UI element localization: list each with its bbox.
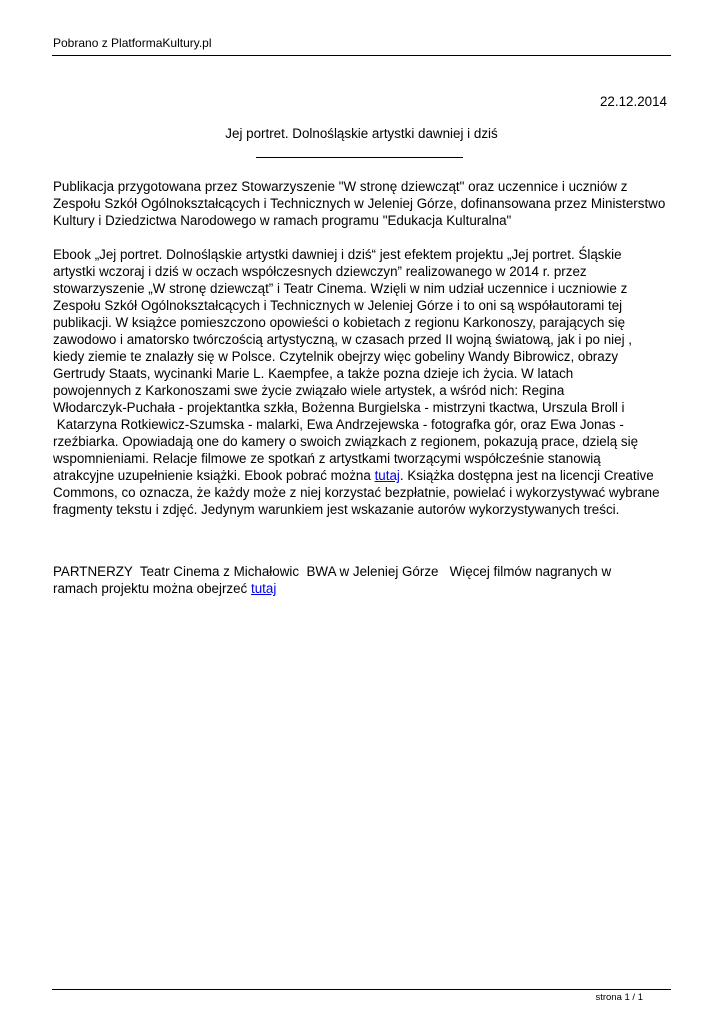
text-segment: atrakcyjne uzupełnienie książki. Ebook pobrać można	[53, 468, 375, 483]
page-number: strona 1 / 1	[595, 992, 643, 1003]
paragraph-ebook	[53, 246, 678, 518]
publication-date: 22.12.2014	[599, 94, 667, 109]
footer-divider	[52, 989, 671, 990]
text-line: publikacji. W książce pomieszczono opowieści o kobietach z regionu Karkonoszy, parających się	[53, 315, 626, 330]
text-line: Zespołu Szkół Ogólnokształcących i Technicznych w Jeleniej Górze, dofinansowana przez Ministerstwo	[53, 196, 666, 211]
text-line: Publikacja przygotowana przez Stowarzyszenie "W stronę dziewcząt" oraz uczennice i uczniów z	[53, 179, 628, 194]
text-line: artystki wczoraj i dziś w oczach współczesnych dziewczyn” realizowanego w 2014 r. przez	[53, 264, 587, 279]
text-segment: . Książka dostępna jest na licencji Creative	[399, 468, 654, 483]
text-line: Katarzyna Rotkiewicz-Szumska - malarki, Ewa Andrzejewska - fotografka gór, oraz Ewa Jonas -	[53, 417, 624, 432]
text-line: rzeźbiarka. Opowiadają one do kamery o swoich związkach z regionem, pokazują prace, dzielą się	[53, 434, 639, 449]
text-line: kiedy ziemie te znalazły się w Polsce. Czytelnik obejrzy więc gobeliny Wandy Bibrowicz, obrazy	[53, 349, 619, 364]
text-line: wspomnieniami. Relacje filmowe ze spotkań z artystkami tworzącymi współcześnie stanowią	[53, 451, 601, 466]
title-divider	[256, 157, 463, 158]
text-line: Zespołu Szkół Ogólnokształcących i Technicznych w Jeleniej Górze i to oni są współautorami tej	[53, 298, 623, 313]
header-divider	[52, 55, 671, 56]
header-source: Pobrano z PlatformaKultury.pl	[53, 36, 212, 50]
paragraph-partners	[53, 563, 678, 597]
paragraph-intro	[53, 178, 678, 229]
text-line: zawodowo i amatorsko twórczością artystyczną, w czasach przed II wojną światową, jak i po niej ,	[53, 332, 633, 347]
text-line: Włodarczyk-Puchała - projektantka szkła, Bożenna Burgielska - mistrzyni tkactwa, Urszula Broll i	[53, 400, 625, 415]
text-line: fragmenty tekstu i zdjęć. Jedynym warunkiem jest wskazanie autorów wykorzystywanych treści.	[53, 502, 620, 517]
text-line: PARTNERZY Teatr Cinema z Michałowic BWA w Jeleniej Górze Więcej filmów nagranych w	[53, 564, 612, 579]
text-line: stowarzyszenie „W stronę dziewcząt” i Teatr Cinema. Wzięli w nim udział uczennice i uczniowie z	[53, 281, 628, 296]
text-line: Commons, co oznacza, że każdy może z niej korzystać bezpłatnie, powielać i wykorzystywać wybrane	[53, 485, 660, 500]
more-films-link[interactable]: tutaj	[250, 581, 277, 596]
text-line-with-link	[53, 580, 678, 597]
article-title: Jej portret. Dolnośląskie artystki dawniej i dziś	[225, 126, 498, 141]
text-line: Gertrudy Staats, wycinanki Marie L. Kaempfee, a także pozna dzieje ich życia. W latach	[53, 366, 574, 381]
text-line-with-link	[53, 467, 678, 484]
text-line: powojennych z Karkonoszami swe życie związało wiele artystek, a wśród nich: Regina	[53, 383, 565, 398]
text-line: Ebook „Jej portret. Dolnośląskie artystki dawniej i dziś“ jest efektem projektu „Jej portret. Śląskie	[53, 247, 622, 262]
ebook-download-link[interactable]: tutaj	[374, 468, 400, 483]
text-line: Kultury i Dziedzictwa Narodowego w ramach programu "Edukacja Kulturalna"	[53, 213, 512, 228]
text-segment: ramach projektu można obejrzeć	[53, 581, 251, 596]
